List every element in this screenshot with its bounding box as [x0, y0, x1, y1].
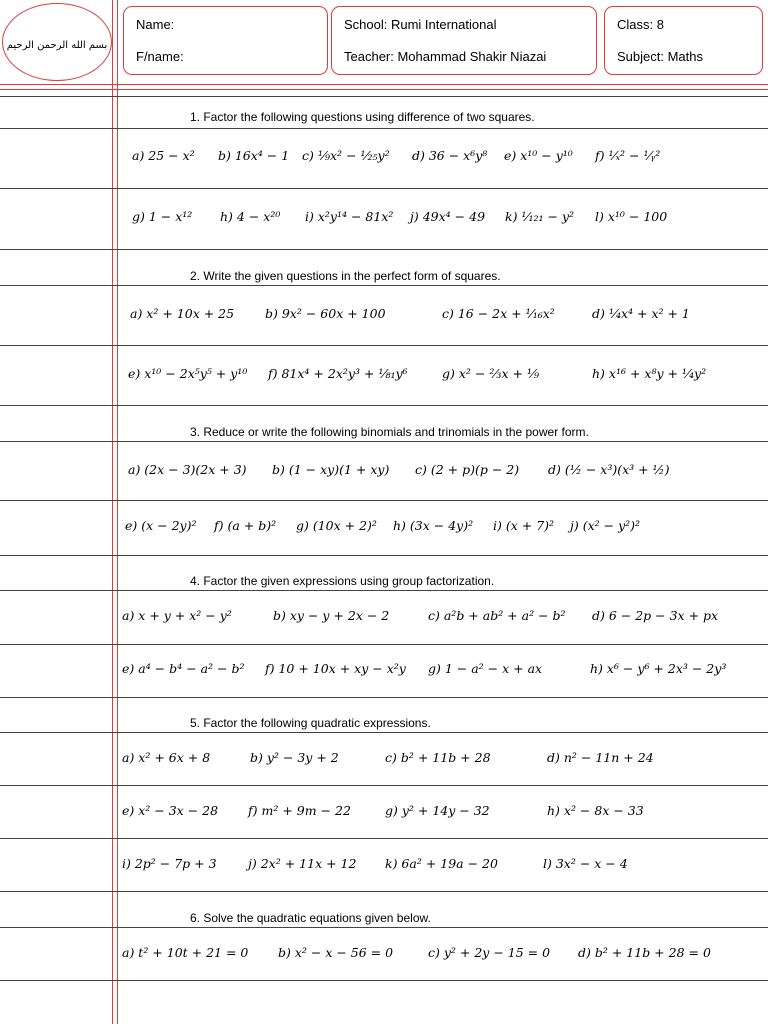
- q3-item-a: a) (2x − 3)(2x + 3): [128, 462, 247, 477]
- q4-item-c: c) a²b + ab² + a² − b²: [428, 608, 566, 623]
- q3-item-c: c) (2 + p)(p − 2): [415, 462, 520, 477]
- q1-item-e: e) x¹⁰ − y¹⁰: [504, 148, 573, 163]
- q5-item-d: d) n² − 11n + 24: [547, 750, 654, 765]
- q6-item-c: c) y² + 2y − 15 = 0: [428, 945, 551, 960]
- rule-line: [0, 500, 768, 501]
- q1-item-g: g) 1 − x¹²: [132, 209, 193, 224]
- q3-item-d: d) (½ − x³)(x³ + ½): [548, 462, 670, 477]
- q2-item-e: e) x¹⁰ − 2x⁵y⁵ + y¹⁰: [128, 366, 248, 381]
- q1-item-k: k) ¹⁄₁₂₁ − y²: [505, 209, 575, 224]
- rule-line: [0, 249, 768, 250]
- q4-row-1: [0, 608, 768, 628]
- name-label: Name:: [136, 17, 175, 32]
- q4-row-2: [0, 661, 768, 681]
- q4-item-a: a) x + y + x² − y²: [122, 608, 232, 623]
- q2-item-c: c) 16 − 2x + ¹⁄₁₆x²: [442, 306, 555, 321]
- q2-item-d: d) ¹⁄₄x⁴ + x² + 1: [592, 306, 690, 321]
- q5-item-h: h) x² − 8x − 33: [547, 803, 644, 818]
- rule-line: [0, 980, 768, 981]
- q3-item-e: e) (x − 2y)²: [125, 518, 197, 533]
- q2-item-h: h) x¹⁶ + x⁸y + ¹⁄₄y²: [592, 366, 707, 381]
- rule-line: [0, 590, 768, 591]
- q2-item-a: a) x² + 10x + 25: [130, 306, 235, 321]
- q2-row-1: [0, 306, 768, 326]
- q3-item-i: i) (x + 7)²: [493, 518, 555, 533]
- q2-row-2: [0, 366, 768, 386]
- q4-item-b: b) xy − y + 2x − 2: [273, 608, 390, 623]
- rule-line: [0, 188, 768, 189]
- teacher-label: Teacher: Mohammad Shakir Niazai: [344, 49, 547, 64]
- q3-item-g: g) (10x + 2)²: [296, 518, 377, 533]
- q6-item-a: a) t² + 10t + 21 = 0: [122, 945, 249, 960]
- rule-line: [0, 644, 768, 645]
- q1-item-h: h) 4 − x²⁰: [220, 209, 281, 224]
- rule-line: [0, 96, 768, 97]
- q1-item-j: j) 49x⁴ − 49: [410, 209, 486, 224]
- question-6-title: 6. Solve the quadratic equations given below.: [190, 911, 431, 925]
- question-1-title: 1. Factor the following questions using difference of two squares.: [190, 110, 535, 124]
- rule-line: [0, 927, 768, 928]
- q6-item-b: b) x² − x − 56 = 0: [278, 945, 394, 960]
- q5-item-a: a) x² + 6x + 8: [122, 750, 211, 765]
- q1-row-1: [0, 148, 768, 168]
- rule-line: [0, 128, 768, 129]
- q3-row-1: [0, 462, 768, 482]
- q4-item-e: e) a⁴ − b⁴ − a² − b²: [122, 661, 245, 676]
- header-rule-2: [0, 89, 768, 90]
- q5-item-e: e) x² − 3x − 28: [122, 803, 219, 818]
- q2-item-f: f) 81x⁴ + 2x²y³ + ¹⁄₈₁y⁶: [268, 366, 408, 381]
- q5-row-2: [0, 803, 768, 823]
- q5-row-1: [0, 750, 768, 770]
- bismillah-text: بسم الله الرحمن الرحيم: [6, 40, 108, 51]
- q5-item-j: j) 2x² + 11x + 12: [248, 856, 357, 871]
- q3-row-2: [0, 518, 768, 538]
- school-label: School: Rumi International: [344, 17, 497, 32]
- q3-item-j: j) (x² − y²)²: [570, 518, 641, 533]
- q1-item-i: i) x²y¹⁴ − 81x²: [305, 209, 394, 224]
- header-rule-1: [0, 84, 768, 85]
- q4-item-f: f) 10 + 10x + xy − x²y: [265, 661, 406, 676]
- rule-line: [0, 405, 768, 406]
- q6-item-d: d) b² + 11b + 28 = 0: [578, 945, 711, 960]
- q1-item-d: d) 36 − x⁶y⁸: [412, 148, 488, 163]
- rule-line: [0, 285, 768, 286]
- name-box: [123, 6, 328, 75]
- q5-item-f: f) m² + 9m − 22: [248, 803, 351, 818]
- q5-item-k: k) 6a² + 19a − 20: [385, 856, 498, 871]
- subject-label: Subject: Maths: [617, 49, 703, 64]
- q4-item-h: h) x⁶ − y⁶ + 2x³ − 2y³: [590, 661, 727, 676]
- school-box: [331, 6, 597, 75]
- q4-item-d: d) 6 − 2p − 3x + px: [592, 608, 719, 623]
- q5-item-l: l) 3x² − x − 4: [543, 856, 628, 871]
- q5-item-b: b) y² − 3y + 2: [250, 750, 339, 765]
- q2-item-b: b) 9x² − 60x + 100: [265, 306, 386, 321]
- q1-item-l: l) x¹⁰ − 100: [595, 209, 668, 224]
- q5-item-g: g) y² + 14y − 32: [385, 803, 490, 818]
- fname-label: F/name:: [136, 49, 184, 64]
- rule-line: [0, 697, 768, 698]
- rule-line: [0, 441, 768, 442]
- class-box: [604, 6, 763, 75]
- q1-item-a: a) 25 − x²: [132, 148, 195, 163]
- question-4-title: 4. Factor the given expressions using group factorization.: [190, 574, 495, 588]
- q1-row-2: [0, 209, 768, 229]
- q5-item-i: i) 2p² − 7p + 3: [122, 856, 217, 871]
- rule-line: [0, 785, 768, 786]
- q3-item-f: f) (a + b)²: [214, 518, 277, 533]
- question-3-title: 3. Reduce or write the following binomials and trinomials in the power form.: [190, 425, 589, 439]
- class-label: Class: 8: [617, 17, 664, 32]
- q5-row-3: [0, 856, 768, 876]
- q5-item-c: c) b² + 11b + 28: [385, 750, 491, 765]
- q1-item-b: b) 16x⁴ − 1: [218, 148, 290, 163]
- rule-line: [0, 838, 768, 839]
- question-5-title: 5. Factor the following quadratic expressions.: [190, 716, 431, 730]
- rule-line: [0, 732, 768, 733]
- q6-row-1: [0, 945, 768, 965]
- rule-line: [0, 345, 768, 346]
- q1-item-c: c) ¹⁄₉x² − ¹⁄₂₅y²: [302, 148, 390, 163]
- rule-line: [0, 891, 768, 892]
- q3-item-b: b) (1 − xy)(1 + xy): [272, 462, 390, 477]
- q1-item-f: f) ¹⁄ₓ² − ¹⁄ᵧ²: [595, 148, 661, 163]
- q3-item-h: h) (3x − 4y)²: [393, 518, 474, 533]
- q4-item-g: g) 1 − a² − x + ax: [428, 661, 543, 676]
- bismillah-oval: [2, 3, 112, 81]
- rule-line: [0, 555, 768, 556]
- question-2-title: 2. Write the given questions in the perfect form of squares.: [190, 269, 501, 283]
- q2-item-g: g) x² − ²⁄₃x + ¹⁄₉: [442, 366, 540, 381]
